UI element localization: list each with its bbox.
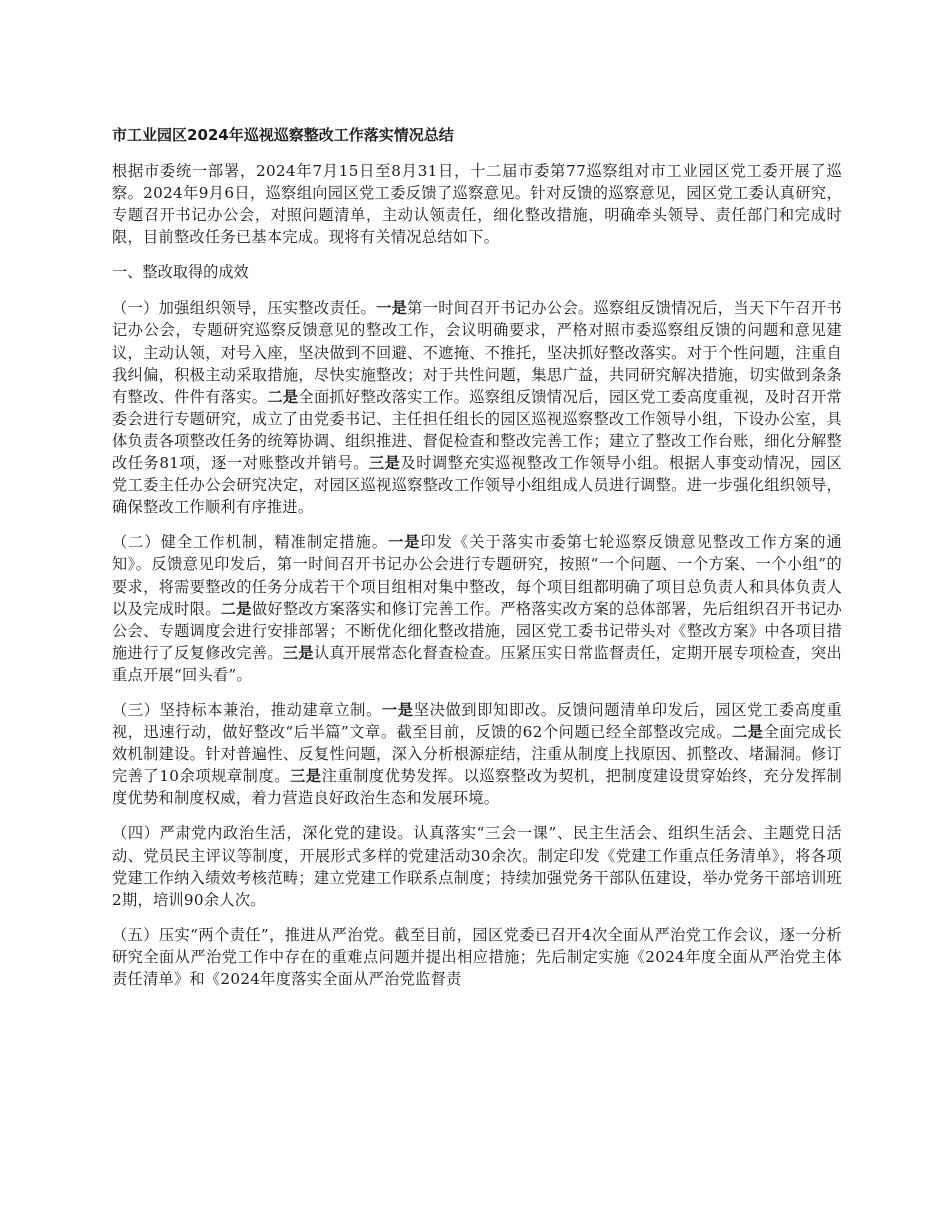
point-2-text: 全面抓好整改落实工作。巡察组反馈情况后，园区党工委高度重视，及时召开常委会进行专题研究，成立了由党委书记、主任担任组长的园区巡视巡察整改工作领导小组，下设办公室，具体负责各项整改任务的统筹协调、组织推进、督促检查和整改完善工作；建立了整改工作台账，细化分解整改任务81项，逐一对账整改并销号。 bbox=[112, 387, 843, 473]
paragraph-1-lead: （一）加强组织领导，压实整改责任。 bbox=[112, 299, 377, 318]
paragraph-3-lead: （三）坚持标本兼治，推动建章立制。 bbox=[112, 700, 382, 719]
document-page bbox=[112, 124, 842, 1003]
point-2-label: 二是 bbox=[220, 599, 252, 618]
paragraph-3 bbox=[112, 699, 842, 809]
point-1-text: 坚决做到即知即改。反馈问题清单印发后，园区党工委高度重视，迅速行动，做好整改“后半篇”文章。截至目前，反馈的62个问题已经全部整改完成。 bbox=[112, 700, 842, 742]
point-3-label: 三是 bbox=[282, 643, 314, 662]
point-3-text: 认真开展常态化督查检查。压紧压实日常监督责任，定期开展专项检查，突出重点开展“回头看”。 bbox=[112, 643, 842, 684]
paragraph-1 bbox=[112, 297, 842, 518]
point-3-label: 三是 bbox=[290, 767, 322, 786]
paragraph-4: （四）严肃党内政治生活，深化党的建设。认真落实“三会一课”、民主生活会、组织生活会、主题党日活动、党员民主评议等制度，开展形式多样的党建活动30余次。制定印发《党建工作重点任务清单》，将各项党建工作纳入绩效考核范畴；建立党建工作联系点制度；持续加强党务干部队伍建设，举办党务干部培训班2期，培训90余人次。 bbox=[112, 824, 842, 909]
point-3-text: 及时调整充实巡视整改工作领导小组。根据人事变动情况，园区党工委主任办公会研究决定，对园区巡视巡察整改工作领导小组组成人员进行调整。进一步强化组织领导，确保整改工作顺利有序推进。 bbox=[112, 454, 842, 517]
point-2-text: 全面完成长效机制建设。针对普遍性、反复性问题，深入分析根源症结，注重从制度上找原因、抓整改、堵漏洞。修订完善了10余项规章制度。 bbox=[112, 723, 843, 786]
point-1-label: 一是 bbox=[388, 533, 421, 552]
point-1-label: 一是 bbox=[376, 299, 408, 318]
point-2-label: 二是 bbox=[731, 723, 764, 742]
section-heading: 一、整改取得的成效 bbox=[112, 263, 249, 282]
paragraph-2 bbox=[112, 531, 842, 686]
point-1-text: 第一时间召开书记办公会。巡察组反馈情况后，当天下午召开书记办公会，专题研究巡察反馈意见的整改工作，会议明确要求，严格对照市委巡察组反馈的问题和意见建议，主动认领，对号入座，坚决做到不回避、不遮掩、不推托，坚决抓好整改落实。对于个性问题，注重自我纠偏，积极主动采取措施，尽快实施整改；对于共性问题，集思广益，共同研究解决措施，切实做到条条有整改、件件有落实。 bbox=[112, 299, 843, 406]
point-1-text: 印发《关于落实市委第七轮巡察反馈意见整改工作方案的通知》。反馈意见印发后，第一时间召开书记办公会进行专题研究，按照“一个问题、一个方案、一个小组”的要求，将需要整改的任务分成若干个项目组相对集中整改，每个项目组都明确了项目总负责人和具体负责人以及完成时限。 bbox=[112, 533, 842, 618]
point-2-text: 做好整改方案落实和修订完善工作。严格落实改方案的总体部署，先后组织召开书记办公会、专题调度会进行安排部署；不断优化细化整改措施，园区党工委书记带头对《整改方案》中各项目措施进行了反复修改完善。 bbox=[112, 599, 842, 662]
point-2-label: 二是 bbox=[267, 387, 299, 406]
intro-paragraph: 根据市委统一部署，2024年7月15日至8月31日，十二届市委第77巡察组对市工业园区党工委开展了巡察。2024年9月6日，巡察组向园区党工委反馈了巡察意见。针对反馈的巡察意见，园区党工委认真研究，专题召开书记办公会，对照问题清单，主动认领责任，细化整改措施，明确牵头领导、责任部门和完成时限，目前整改任务已基本完成。现将有关情况总结如下。 bbox=[112, 162, 842, 247]
paragraph-2-lead: （二）健全工作机制，精准制定措施。 bbox=[112, 533, 389, 552]
point-3-label: 三是 bbox=[368, 454, 401, 473]
point-3-text: 注重制度优势发挥。以巡察整改为契机，把制度建设贯穿始终，充分发挥制度优势和制度权威，着力营造良好政治生态和发展环境。 bbox=[112, 767, 842, 808]
paragraph-5: （五）压实“两个责任”，推进从严治党。截至目前，园区党委已召开4次全面从严治党工作会议，逐一分析研究全面从严治党工作中存在的重难点问题并提出相应措施；先后制定实施《2024年度全面从严治党主体责任清单》和《2024年度落实全面从严治党监督责 bbox=[112, 925, 842, 988]
point-1-label: 一是 bbox=[381, 700, 414, 719]
document-title: 市工业园区2024年巡视巡察整改工作落实情况总结 bbox=[112, 126, 454, 144]
